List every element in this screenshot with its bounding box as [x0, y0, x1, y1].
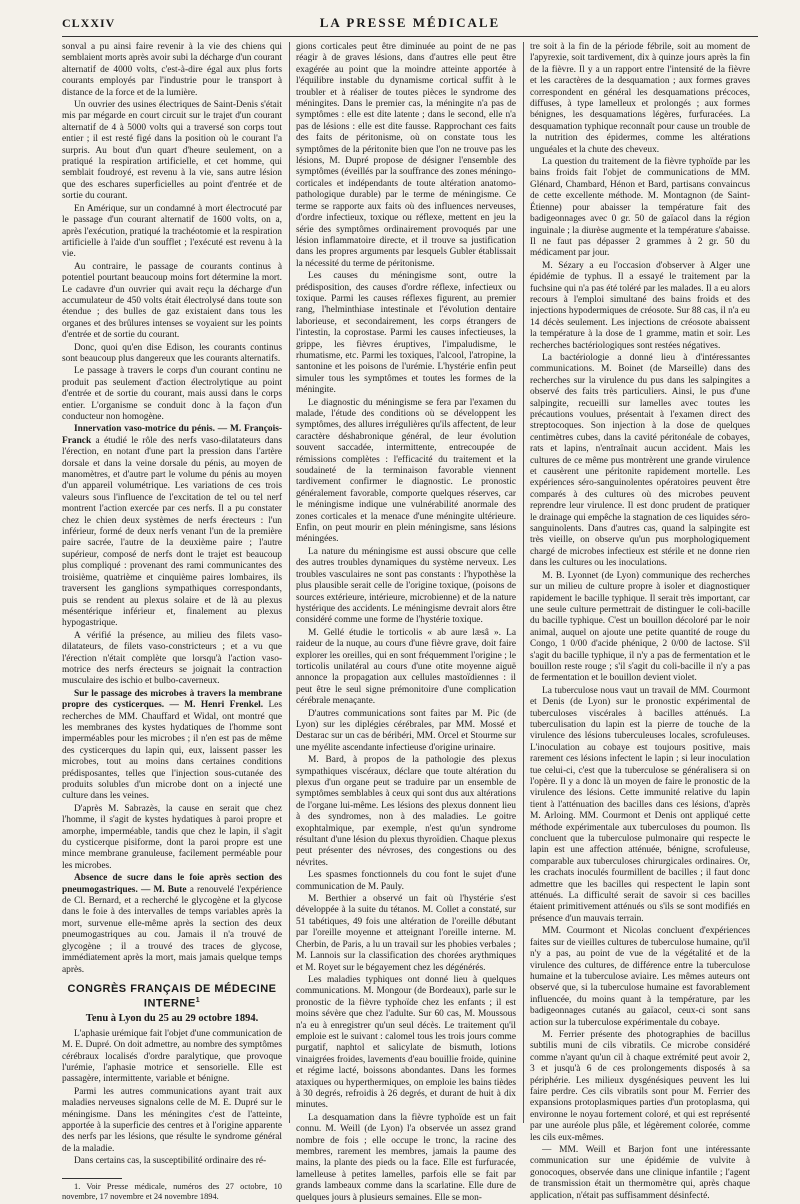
paragraph: A vérifié la présence, au milieu des filets vaso-dilatateurs, de filets vaso-constricteurs ; et a vu que l'érection n'était complète que lorsqu'à l'action vaso-motrice des nerfs érecteurs se joignait la contraction musculaire des ischio et bulbo-caverneux.	[62, 630, 282, 687]
congress-title: CONGRÈS FRANÇAIS DE MÉDECINE INTERNE$^1$	[67, 982, 277, 1010]
section-heading: Innervation vaso-motrice du pénis.	[74, 424, 215, 435]
paragraph: La question du traitement de la fièvre typhoïde par les bains froids fait l'objet de communications de MM. Glénard, Chambard, Hénon et Bard, partisans convaincus de cette excellente méthode. M. Montagnon (de Saint-Étienne) pour abaisser la température fait des badigeonnages avec 0 gr. 50 de gaïacol dans la région inguinale ; la diurèse augmente et la température s'abaisse. Il ne faut pas dépasser 2 grammes à 2 gr. 50 du médicament par jour.	[530, 157, 750, 259]
section-text: a étudié le rôle des nerfs vaso-dilatateurs dans l'érection, en notant d'une part la pression dans l'artère dorsale et dans la veine dorsale du pénis, au moyen de manomètres, et d'autre part le volume du pénis au moyen d'un appareil volumétrique. Les variations de ces trois valeurs sous l'influence de l'excitation de tel ou tel nerf montrent l'action exercée par ces nerfs. Il a pu constater chez le chien deux systèmes de nerfs érecteurs : l'un inférieur, formé de deux nerfs venant l'un de la première paire sacrée, l'autre de la deuxième paire ; l'autre supérieur, composé de nerfs dont le trajet est beaucoup plus compliqué : provenant des rami communicantes des troisième, quatrième et cinquième paires lombaires, ils traversent les ganglions sympathiques correspondants, puis se rendent au plexus solaire et de là au plexus mésentérique inférieur et, finalement au plexus hypogastrique.	[62, 435, 282, 629]
section-heading: Absence de sucre dans le foie après section des pneumogastriques.	[62, 873, 282, 895]
paragraph: La nature du méningisme est aussi obscure que celle des autres troubles dynamiques du système nerveux. Les troubles vasculaires ne sont pas constants : l'hypothèse la plus plausible serait celle de l'origine toxique, (poisons de sources extérieure, intérieure, microbienne) et de la nature hystérique des accidents. Le méningisme devrait alors être considéré comme une forme de l'hystérie toxique.	[296, 546, 516, 626]
paragraph: sonval a pu ainsi faire revenir à la vie des chiens qui semblaient morts après avoir subi la décharge d'un courant alternatif de 4000 volts, c'est-à-dire égal aux plus forts courants employés par l'industrie pour le transport à distance de la force et de la lumière.	[62, 42, 282, 98]
paragraph: Parmi les autres communications ayant trait aux maladies nerveuses signalons celle de M. E. Dupré sur le méningisme. Dans les méningites c'est de l'atteinte, apportée à la superficie des centres et à l'origine apparente des nerfs par les lésions, que résulte le syndrome général de la maladie.	[62, 1086, 282, 1154]
journal-title: LA PRESSE MÉDICALE	[319, 15, 501, 30]
paragraph: Un ouvrier des usines électriques de Saint-Denis s'était mis par mégarde en court circuit sur le trajet d'un courant alternatif de 4 à 5000 volts qui a traversé son corps tout entier ; il est resté figé dans la position où le courant l'a surpris. Au bout d'un quart d'heure seulement, on a pratiqué la respiration artificielle, et cet homme, qui semblait foudroyé, est revenu à la vie, sans autre lésion que des eschares superficielles au point d'entrée et de sortie du courant.	[62, 100, 282, 202]
section-innervation	[62, 424, 282, 629]
paragraph: tre soit à la fin de la période fébrile, soit au moment de l'apyrexie, soit tardivement, dix à quinze jours après la fin de la fièvre. Il y a un rapport entre l'intensité de la fièvre et les caractères de la desquamation ; aux formes graves correspondent en général les desquamations précoces, diffuses, à type lamelleux et prolongés ; aux formes bénignes, les desquamations légères, furfuracées. La desquamation typhique reconnaît pour cause un trouble de la nutrition des épidermes, comme les altérations unguéales et la chute des cheveux.	[530, 42, 750, 155]
paragraph: L'aphasie urémique fait l'objet d'une communication de M. E. Dupré. On doit admettre, au nombre des symptômes cérébraux localisés d'ordre paralytique, que provoque l'urémie, l'aphasie motrice et sensorielle. Elle est passagère, intermittente, variable et bénigne.	[62, 1028, 282, 1085]
paragraph: Les spasmes fonctionnels du cou font le sujet d'une communication de M. Pauly.	[296, 870, 516, 892]
paragraph: M. Berthier a observé un fait où l'hystérie s'est développée à la suite du tétanos. M. Collet a constaté, sur 51 tabétiques, 49 fois une altération de l'oreille débutant par l'oreille moyenne et atteignant l'oreille interne. M. Cherbin, de Paris, a lu un travail sur les phobies verbales ; M. Lannois sur la classification des chorées arythmiques et M. Royet sur le bégayement chez les dégénérés.	[296, 894, 516, 973]
section-author: — M. Henri Frenkel.	[164, 700, 264, 711]
paragraph: La bactériologie a donné lieu à d'intéressantes communications. M. Boinet (de Marseille) dans des recherches sur la virulence du pus dans les salpingites a observé des faits très particuliers. Ainsi, le pus d'une salpingite, recueilli sur lamelles avec toutes les précautions voulues, présentait à l'examen direct des streptocoques. Son injection à la dose de quelques centimètres cubes, dans la cavité péritonéale de cobayes, rats et lapins, n'entraînait aucun accident. Mais les cultures de ce même pus montrèrent une grande virulence et causèrent une péritonite rapidement mortelle. Les expériences séro-sanguinolentes opératoires peuvent être comparés à des cultures où des microbes peuvent reprendre leur virulence. Il est donc prudent de pratiquer le drainage qui empêche la stagnation de ces liquides séro-sanguinolents. Dans d'autres cas, quand la salpingite est très vieille, on observe qu'un pus morphologiquement chargé de microbes infectieux est stérile et ne donne rien dans les cultures ou les inoculations.	[530, 352, 750, 569]
paragraph: M. Ferrier présente des photographies de bacillus subtilis muni de cils vibratils. Ce microbe considéré comme n'ayant qu'un cil à chaque extrémité peut avoir 2, 3 et jusqu'à 6 de ces prolongements disposés à sa périphérie. Les milieux dysgénésiques peuvent les lui faire perdre. Ces cils vibratils sont pour M. Ferrier des expansions protoplasmiques parties d'un protoplasma, qui environne le noyau fortement coloré, et qui est représenté par une auréole plus pâle, et légèrement colorée, comme les cils eux-mêmes.	[530, 1029, 750, 1143]
footnote-marker: 1	[195, 997, 201, 1005]
paragraph: M. B. Lyonnet (de Lyon) communique des recherches sur un milieu de culture propre à isoler et diagnostiquer rapidement le bacille typhique. Il serait très important, car une seule culture permettrait de distinguer le coli-bacille du bacille typhique. C'est un bouillon décoloré par le noir animal, auquel on ajoute une petite quantité de rouge du Congo, 1 0/00 d'acide phénique, 2 0/00 de lactose. S'il s'agit du bacille typhique, il n'y a pas de fermentation et le bouillon reste rouge ; s'il s'agit du coli-bacille il n'y a pas de fermentation et le bouillon devient violet.	[530, 570, 750, 684]
paragraph: Donc, quoi qu'en dise Edison, les courants continus sont beaucoup plus dangereux que les courants alternatifs.	[62, 342, 282, 364]
section-sucre	[62, 873, 282, 976]
footnote: 1. Voir Presse médicale, numéros des 27 octobre, 10 novembre, 17 novembre et 24 novembre 1894.	[62, 1181, 282, 1201]
paragraph: M. Bard, à propos de la pathologie des plexus sympathiques viscéraux, déclare que toute altération du plexus d'un organe peut se traduire par un ensemble de symptômes semblables à ceux qui sont dus aux altérations de l'organe lui-même. Les lésions des plexus donnent lieu à des syndromes, non à des maladies. Le goitre exophtalmique, par exemple, n'est qu'un syndrome résultant d'une lésion du plexus thyroïdien. Chaque plexus peut présenter des névroses, des congestions ou des névrites.	[296, 755, 516, 868]
paragraph: D'autres communications sont faites par M. Pic (de Lyon) sur les diplégies cérébrales, par MM. Mossé et Destarac sur un cas de béribéri, MM. Orcel et Stourme sur une myélite ascendante infectieuse d'origine urinaire.	[296, 708, 516, 753]
paragraph: MM. Courmont et Nicolas concluent d'expériences faites sur de vieilles cultures de tuberculose humaine, qu'il n'y a pas, au point de vue de la végétalité et de la virulence des cultures, de différence entre la tuberculose humaine et la tuberculose aviaire. Les mêmes auteurs ont observé que, si la tuberculose humaine est favorablement influencée, du moins quant à la température, par les badigeonnages cutanés au gaïacol, ceux-ci sont sans action sur la tuberculose expérimentale du cobaye.	[530, 926, 750, 1028]
article-columns	[62, 42, 758, 1203]
column-3	[530, 42, 750, 1201]
paragraph: Le passage à travers le corps d'un courant continu ne produit pas seulement d'action électrolytique au point d'entrée et de sortie du courant, mais aussi dans le corps entier. L'organisme se conduit donc à la façon d'un conducteur non homogène.	[62, 366, 282, 422]
paragraph: D'après M. Sabrazès, la cause en serait que chez l'homme, il s'agit de kystes hydatiques à paroi propre et amorphe, imperméable, tandis que chez le lapin, il s'agit du cysticerque pisiforme, dont la paroi propre est une mince membrane granuleuse, facilement perméable pour les microbes.	[62, 803, 282, 871]
section-text: Les recherches de MM. Chauffard et Widal, ont montré que les membranes des kystes hydatiques de l'homme sont imperméables pour les microbes ; il n'en est pas de même des cysticerques du lapin qui, eux, laissent passer les microbes, tout au moins dans certaines conditions prédisposantes, telles que l'injection sous-cutanée des produits solubles d'un microbe dont on a injecté une culture dans les veines.	[62, 700, 282, 802]
section-heading: Sur le passage des microbes à travers la membrane propre des cysticerques.	[62, 688, 282, 711]
paragraph: Dans certains cas, la susceptibilité ordinaire des ré-	[74, 1156, 267, 1167]
paragraph: En Amérique, sur un condamné à mort électrocuté par le passage d'un courant alternatif de 1600 volts, on a, après l'exécution, pratiqué la trachéotomie et la respiration artificielle à l'aide d'un soufflet ; l'exécuté est revenu à la vie.	[62, 203, 282, 260]
paragraph: Au contraire, le passage de courants continus à potentiel pourtant beaucoup moins fort détermine la mort. Le cadavre d'un ouvrier qui avait reçu la décharge d'un accumulateur de 450 volts était électrolysé dans toute son étendue ; des bulles de gaz existaient dans tous les organes et des brûlures intenses se voyaient sur les points d'entrée et de sortie du courant.	[62, 261, 282, 341]
paragraph: M. Sézary a eu l'occasion d'observer à Alger une épidémie de typhus. Il a essayé le traitement par la fuchsine qui n'a pas été toléré par les malades. Il a eu alors recours à l'emploi simultané des bains froids et des injections hypodermiques de créosote. Sur 88 cas, il n'a eu 14 décès seulement. Les injections de créosote abaissent la température à la dose de 1 gramme, matin et soir. Les recherches bactériologiques sont restées négatives.	[530, 260, 750, 351]
section-microbes	[62, 689, 282, 803]
paragraph: M. Gellé étudie le torticolis « ab aure læsâ ». La raideur de la nuque, au cours d'une fièvre grave, doit faire explorer les oreilles, qui en sont fréquemment l'origine ; le torticolis unilatéral au cours d'une otite moyenne aiguë annonce la propagation aux cellules mastoïdiennes : il peut être le seul signe prémonitoire d'une complication cérébrale menaçante.	[296, 627, 516, 707]
column-2	[296, 42, 516, 1203]
paragraph: La tuberculose nous vaut un travail de MM. Courmont et Denis (de Lyon) sur le pronostic expérimental de tuberculoses viscérales à bacilles atténués. La tuberculisation du lapin est la pierre de touche de la virulence des lésions tuberculeuses locales, scrofuleuses. L'inoculation au cobaye est toujours positive, mais rarement ces lésions infectent le lapin ; si leur inoculation tue celui-ci, c'est que la tuberculose se généralisera si on l'opère. Il y a donc là un moyen de faire le pronostic de la virulence des lésions. Cette immunité relative du lapin tient à l'atténuation des bacilles dans ces lésions, d'après M. Arloing. MM. Courmont et Denis ont appliqué cette méthode expérimentale aux tuberculoses du poumon. Ils concluent que la tuberculose pulmonaire qui respecte le lapin est une affection atténuée, bénigne, scrofuleuse, comparable aux tuberculoses chirurgicales ordinaires. Or, les crachats inoculés fourmillent de bacilles ; il faut donc admettre que les bacilles qui respectent le lapin sont atténués. La difficulté serait de savoir si ces bacilles étaient primitivement atténués ou s'ils se sont modifiés en présence d'un mauvais terrain.	[530, 685, 750, 924]
section-author: — M. François-Franck	[62, 424, 282, 446]
section-text: a renouvelé l'expérience de Cl. Bernard, et a recherché le glycogène et la glycose dans le foie à des intervalles de temps variables après la mort, survenue elle-même après la section des deux pneumogastriques au cou. Jamais il n'a trouvé de glycogène ; il a trouvé des traces de glycose, immédiatement après la mort, mais jamais quelque temps après.	[62, 884, 282, 975]
column-1	[62, 42, 282, 1201]
column-rule	[523, 42, 524, 1123]
column-rule	[289, 42, 290, 1123]
paragraph: gions corticales peut être diminuée au point de ne pas réagir à de graves lésions, dans d'autres elle peut être exagérée au point que la moindre atteinte apportée à l'équilibre instable du dynamisme cortical suffit à le troubler et à réaliser de toutes pièces le syndrome des méningites. Dans le premier cas, la méningite n'a pas de symptômes : elle est dite latente ; dans le second, elle n'a pas de lésions : elle est dite fausse. Rapprochant ces faits des faits de péritonisme, où on constate tous les symptômes de la péritonite bien que l'on ne trouve pas les lésions, M. Dupré propose de désigner l'ensemble des symptômes (éveillés par la souffrance des zones méningo-corticales et indépendants de toute altération anatomo-pathologique durable) par le terme de méningisme. Ce terme se rapporte aux faits où des influences nerveuses, d'ordre infectieux, toxique ou réflexe, mettent en jeu la série des symptômes ordinairement provoqués par une lésion inflammatoire directe, et il trouve sa justification dans les propres arguments par lesquels Gubler établissait la nécessité du terme de péritonisme.	[296, 42, 516, 269]
paragraph: Le diagnostic du méningisme se fera par l'examen du malade, l'étude des conditions où se développent les symptômes, des allures irrégulières qu'ils affectent, de leur caractère déshabronique général, de leur évolution souvent saccadée, intermittente, entrecoupée de rémissions complètes : l'efficacité du traitement et la soudaineté de la terminaison favorable viennent tardivement confirmer le diagnostic. Le pronostic généralement favorable, comporte quelques réserves, car le méningisme indique une vulnérabilité anormale des zones corticales et la menace d'une méningite ultérieure. Enfin, on peut mourir en plein méningisme, sans lésions méningées.	[296, 397, 516, 545]
paragraph: Les maladies typhiques ont donné lieu à quelques communications. M. Mongour (de Bordeaux), parle sur le pronostic de la fièvre typhoïde chez les enfants ; il est moins sévère que chez l'adulte. Sur 60 cas, M. Moussous n'a eu à enregistrer qu'un seul décès. Le traitement qu'il emploie est le suivant : calomel tous les trois jours comme purgatif, naphtol et salicylate de bismuth, lotions vinaigrées froides, lavements d'eau bouillie froide, quinine et régime lacté, boissons abondantes. Dans les formes ataxiques ou hyperthermiques, on emploie les bains tièdes à 30 degrés, refroidis à 26 degrés, et durant de huit à dix minutes.	[296, 974, 516, 1111]
paragraph: Les causes du méningisme sont, outre la prédisposition, des causes d'ordre réflexe, infectieux ou toxique. Parmi les causes réflexes figurent, au premier rang, l'helminthiase intestinale et l'évolution dentaire laborieuse, et secondairement, les corps étrangers de l'intestin, la coprostase. Parmi les causes infectieuses, la grippe, les fièvres éruptives, l'impaludisme, le rhumatisme, etc. Parmi les toxiques, l'alcool, l'atropine, la santonine et les poisons de l'urémie. L'hystérie enfin peut simuler tous les symptômes et toutes les formes de la méningite.	[296, 271, 516, 396]
footnote-rule	[62, 1178, 122, 1179]
congress-dates: Tenu à Lyon du 25 au 29 octobre 1894.	[85, 1013, 259, 1025]
page-folio: CLXXIV	[62, 16, 116, 30]
section-author: — M. Bute	[137, 884, 187, 895]
paragraph: La desquamation dans la fièvre typhoïde est un fait connu. M. Weill (de Lyon) l'a observée un assez grand nombre de fois ; elle occupe le tronc, la racine des membres, rarement les membres, jamais la paume des mains, la plante des pieds ou la face. Elle est furfuracée, lamelleuse à petites lamelles, parfois elle se fait par grands lambeaux comme dans la scarlatine. Elle dure de quelques jours à plusieurs semaines. Elle se mon-	[296, 1112, 516, 1203]
paragraph: — MM. Weill et Barjon font une intéressante communication sur une épidémie de vulvite à gonocoques, observée dans une clinique infantile ; l'agent de transmission était un thermomètre qui, après chaque application, n'était pas suffisamment désinfecté.	[530, 1145, 750, 1201]
page-header	[62, 10, 758, 37]
